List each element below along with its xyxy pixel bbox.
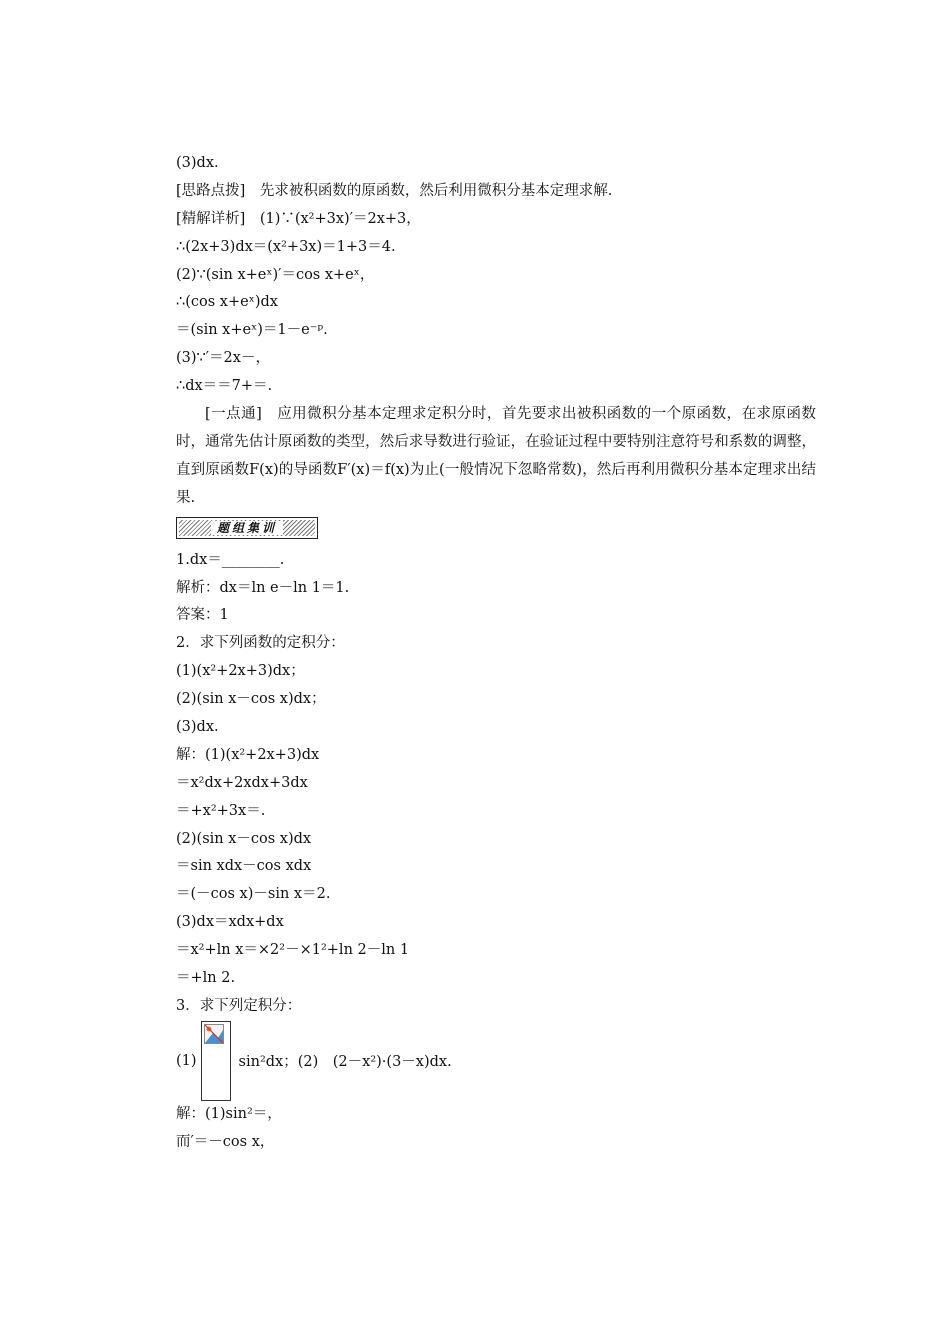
section-tag [176, 517, 318, 539]
text-line: (2)∵(sin x+eˣ)′＝cos x+eˣ， [176, 266, 375, 283]
text-line: 1.dx＝________. [176, 551, 285, 568]
text-line: 而′＝－cos x， [176, 1133, 275, 1150]
text-line: ＝x²dx+2xdx+3dx [176, 774, 308, 791]
text-line: (3)dx＝xdx+dx [176, 914, 284, 931]
problem3-text: sin²dx；(2) (2－x²)·(3－x)dx. [238, 1054, 452, 1071]
text-line: [思路点拨] 先求被积函数的原函数，然后利用微积分基本定理求解. [176, 182, 613, 199]
section-tag-label: 题组集训 [211, 521, 283, 535]
text-line: ＝x²+ln x＝×2²－×1²+ln 2－ln 1 [176, 942, 410, 959]
text-line: (2)(sin x－cos x)dx； [176, 691, 326, 708]
text-line: ∴(2x+3)dx＝(x²+3x)＝1+3＝4. [176, 238, 396, 255]
tip-paragraph: [一点通] 应用微积分基本定理求定积分时，首先要求出被积函数的一个原函数，在求原函数时，通常先估计原函数的类型，然后求导数进行验证，在验证过程中要特别注意符号和系数的调整，直到原函数F(x)的导函数F′(x)＝f(x)为止(一般情况下忽略常数)，然后再利用微积分基本定理求出结果. [176, 406, 816, 506]
text-line: 2．求下列函数的定积分： [176, 635, 345, 652]
text-line: ＝+x²+3x＝. [176, 802, 266, 819]
line-group-c [176, 1101, 816, 1157]
text-line: (3)∵′＝2x－， [176, 350, 270, 367]
text-line: 解：(1)sin²＝， [176, 1105, 282, 1122]
text-line: (3)dx. [176, 155, 219, 171]
text-line: [精解详析] (1)∵(x²+3x)′＝2x+3， [176, 210, 421, 227]
text-line: 3．求下列定积分： [176, 997, 302, 1014]
text-line: 解析：dx＝ln e－ln 1＝1. [176, 579, 350, 596]
text-line: (2)(sin x－cos x)dx [176, 830, 312, 847]
text-line: ＝(sin x+eˣ)＝1－e⁻ᵖ. [176, 322, 328, 339]
line-group-a [176, 150, 816, 401]
line-group-b [176, 547, 816, 1021]
text-line: ＝+ln 2. [176, 970, 236, 986]
text-line: ＝sin xdx－cos xdx [176, 858, 312, 875]
text-line: ∴dx＝＝7+＝. [176, 378, 273, 395]
problem3-line [176, 1021, 816, 1101]
text-line: (1)(x²+2x+3)dx； [176, 663, 305, 680]
text-line: 解：(1)(x²+2x+3)dx [176, 746, 320, 763]
broken-image-icon [201, 1021, 231, 1101]
text-line: (3)dx. [176, 718, 219, 735]
text-line: ∴(cos x+eˣ)dx [176, 294, 278, 311]
hatched-banner [179, 520, 315, 536]
text-line: 答案：1 [176, 607, 229, 624]
document-page [176, 150, 816, 1157]
text-line: ＝(－cos x)－sin x＝2. [176, 886, 331, 903]
problem3-label-1: (1) [176, 1052, 197, 1069]
